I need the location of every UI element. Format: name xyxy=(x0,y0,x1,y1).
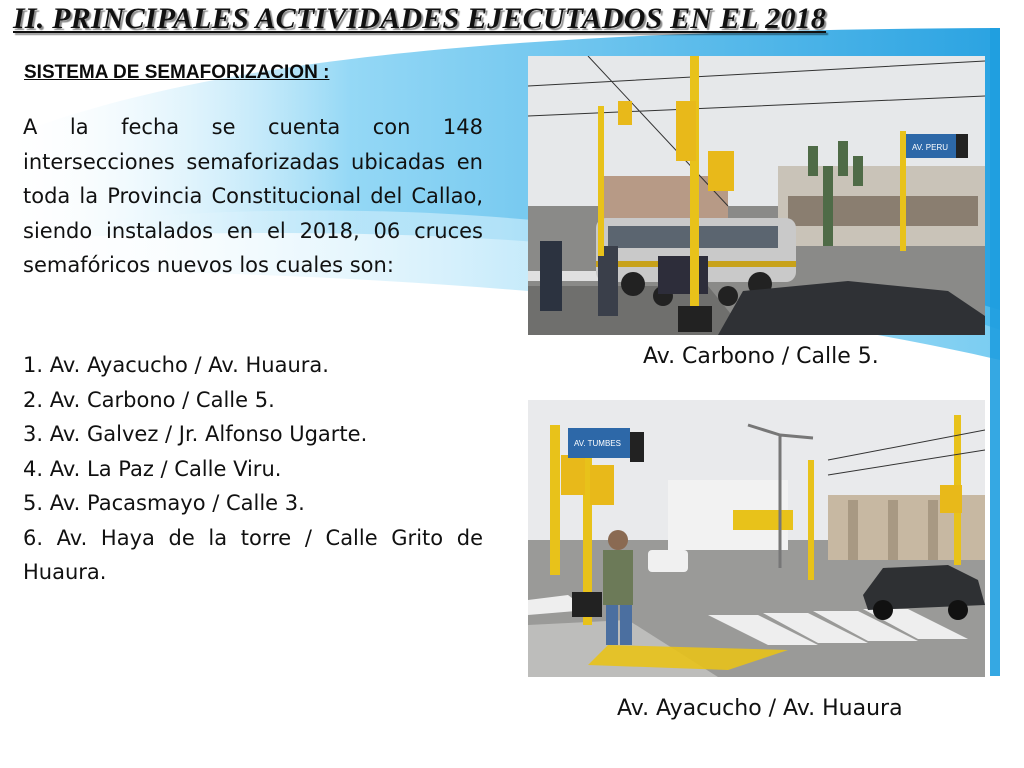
caption-top-photo: Av. Carbono / Calle 5. xyxy=(643,344,879,369)
list-item: 3. Av. Galvez / Jr. Alfonso Ugarte. xyxy=(23,422,368,446)
list-item: 4. Av. La Paz / Calle Viru. xyxy=(23,456,282,481)
photo-illustration xyxy=(528,400,985,677)
intersection-list xyxy=(23,348,483,590)
street-sign-text: AV. PERU xyxy=(912,143,949,152)
list-item: 6. Av. Haya de la torre / Calle Grito de Huaura. xyxy=(23,525,483,584)
list-item: 1. Av. Ayacucho / Av. Huaura. xyxy=(23,353,329,377)
caption-bottom-photo: Av. Ayacucho / Av. Huaura xyxy=(617,696,903,721)
slide-title: II. PRINCIPALES ACTIVIDADES EJECUTADOS EN EL 2018 xyxy=(13,2,827,35)
list-item: 5. Av. Pacasmayo / Calle 3. xyxy=(23,491,305,515)
photo-illustration xyxy=(528,56,985,335)
photo-carbono-calle5 xyxy=(528,56,985,335)
intro-paragraph: A la fecha se cuenta con 148 intersecciones semaforizadas ubicadas en toda la Provincia Constitucional del Callao, siendo instalados en el 2018, 06 cruces semafóricos nuevos los cuales son: xyxy=(23,115,483,277)
list-item: 2. Av. Carbono / Calle 5. xyxy=(23,387,275,412)
street-sign-text: AV. TUMBES xyxy=(574,439,621,448)
photo-ayacucho-huaura xyxy=(528,400,985,677)
section-heading: SISTEMA DE SEMAFORIZACION : xyxy=(24,62,330,83)
